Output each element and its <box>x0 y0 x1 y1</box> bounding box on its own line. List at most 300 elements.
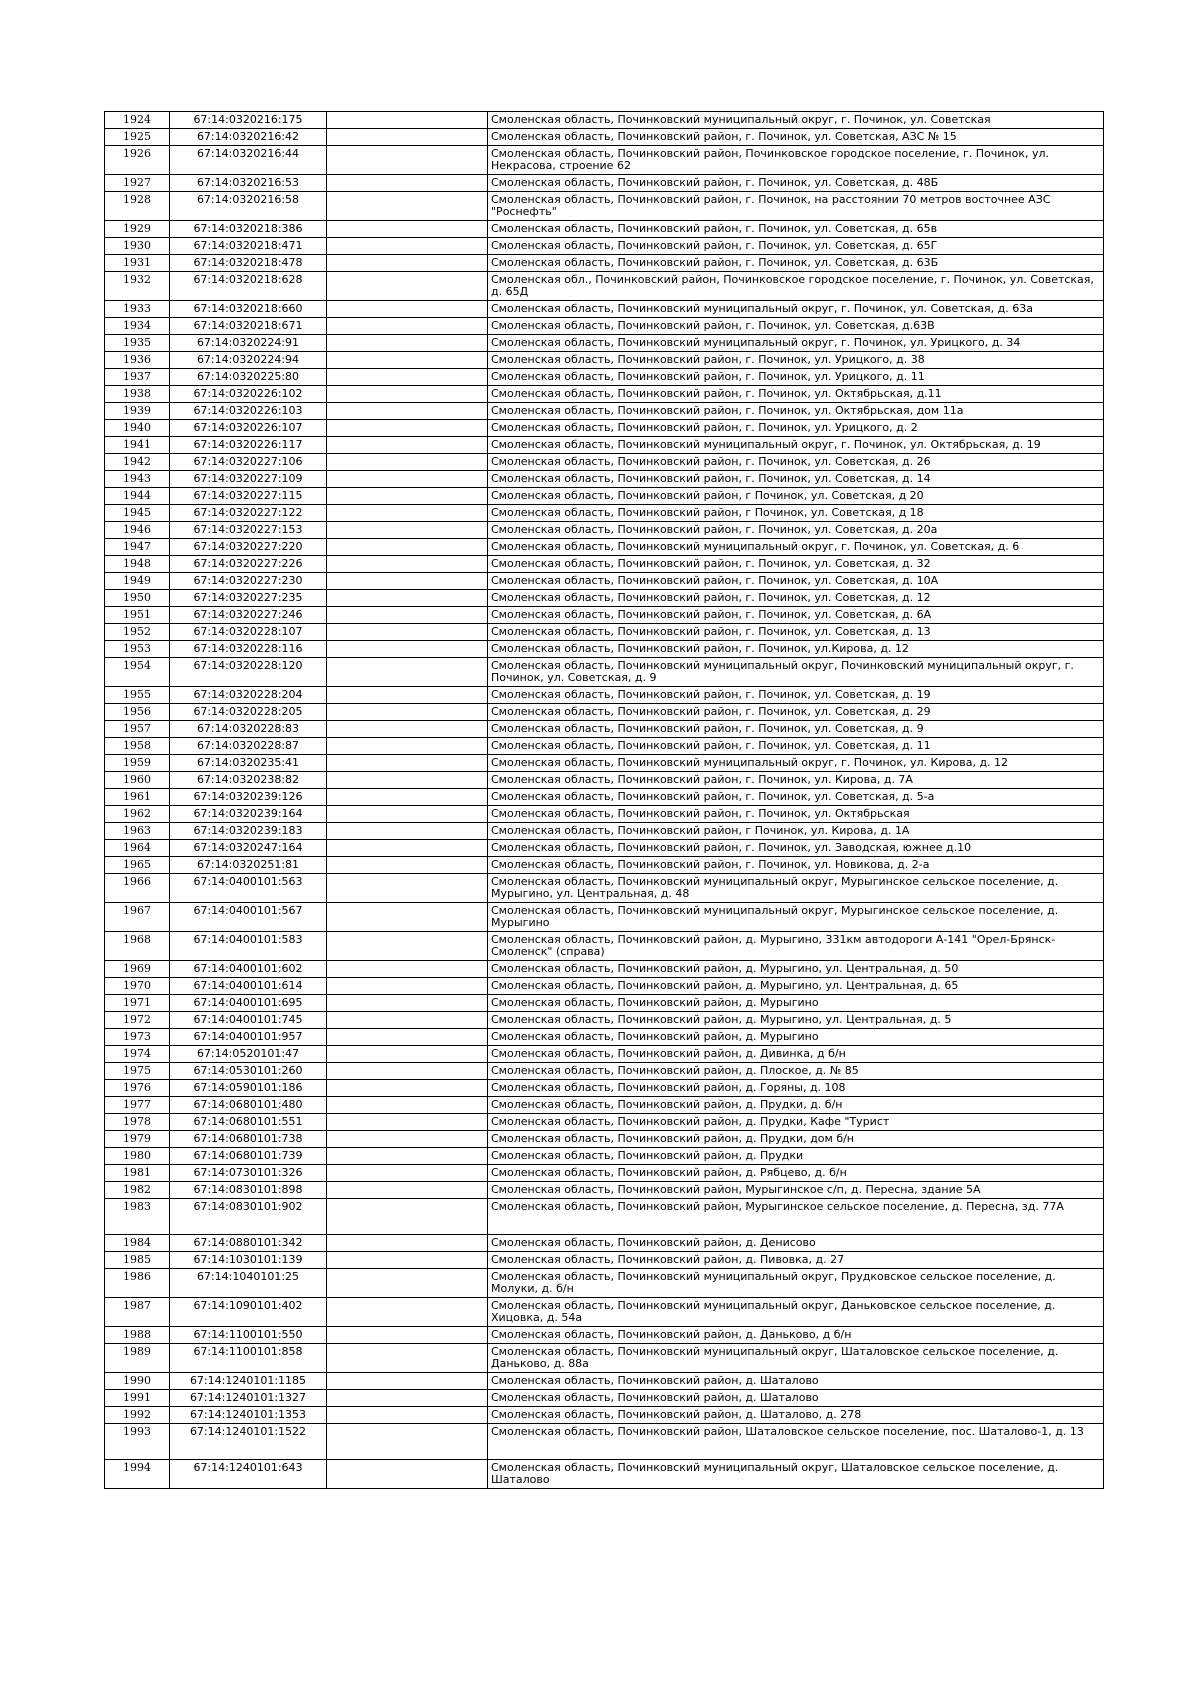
address-cell: Смоленская область, Починковский муниципальный округ, г. Починок, ул. Кирова, д. 12 <box>488 755 1104 772</box>
cadastral-number-cell: 67:14:1240101:1353 <box>170 1407 327 1424</box>
row-number-cell: 1938 <box>105 386 170 403</box>
empty-cell <box>327 573 488 590</box>
row-number-cell: 1967 <box>105 903 170 932</box>
table-row <box>105 1165 1104 1182</box>
table-row <box>105 369 1104 386</box>
table-row <box>105 1029 1104 1046</box>
cadastral-number-cell: 67:14:0400101:745 <box>170 1012 327 1029</box>
cadastral-number-cell: 67:14:0320218:671 <box>170 318 327 335</box>
empty-cell <box>327 995 488 1012</box>
empty-cell <box>327 1148 488 1165</box>
cadastral-number-cell: 67:14:0320227:226 <box>170 556 327 573</box>
row-number-cell: 1925 <box>105 129 170 146</box>
cadastral-number-cell: 67:14:0400101:614 <box>170 978 327 995</box>
empty-cell <box>327 335 488 352</box>
address-cell: Смоленская область, Починковский район, г. Починок, ул. Советская, д. 11 <box>488 738 1104 755</box>
table-row <box>105 352 1104 369</box>
row-number-cell: 1956 <box>105 704 170 721</box>
cadastral-number-cell: 67:14:0680101:739 <box>170 1148 327 1165</box>
empty-cell <box>327 874 488 903</box>
address-cell: Смоленская область, Починковский район, г. Починок, ул. Советская, д. 48Б <box>488 175 1104 192</box>
address-cell: Смоленская область, Починковский муниципальный округ, Прудковское сельское поселение, д. Молуки, д. б/н <box>488 1269 1104 1298</box>
empty-cell <box>327 255 488 272</box>
registry-table-body <box>105 112 1104 1489</box>
table-row <box>105 112 1104 129</box>
address-cell: Смоленская область, Починковский район, г. Починок, ул. Урицкого, д. 2 <box>488 420 1104 437</box>
table-row <box>105 556 1104 573</box>
table-row <box>105 1046 1104 1063</box>
row-number-cell: 1935 <box>105 335 170 352</box>
table-row <box>105 755 1104 772</box>
cadastral-number-cell: 67:14:0830101:902 <box>170 1199 327 1235</box>
table-row <box>105 995 1104 1012</box>
table-row <box>105 1199 1104 1235</box>
cadastral-number-cell: 67:14:0680101:738 <box>170 1131 327 1148</box>
table-row <box>105 903 1104 932</box>
table-row <box>105 874 1104 903</box>
table-row <box>105 590 1104 607</box>
empty-cell <box>327 857 488 874</box>
cadastral-number-cell: 67:14:0320226:107 <box>170 420 327 437</box>
table-row <box>105 318 1104 335</box>
cadastral-number-cell: 67:14:0320227:235 <box>170 590 327 607</box>
cadastral-number-cell: 67:14:0320216:53 <box>170 175 327 192</box>
address-cell: Смоленская область, Починковский район, д. Шаталово <box>488 1390 1104 1407</box>
row-number-cell: 1976 <box>105 1080 170 1097</box>
row-number-cell: 1947 <box>105 539 170 556</box>
row-number-cell: 1949 <box>105 573 170 590</box>
empty-cell <box>327 755 488 772</box>
address-cell: Смоленская область, Починковский район, г. Починок, ул. Новикова, д. 2-а <box>488 857 1104 874</box>
table-row <box>105 175 1104 192</box>
table-row <box>105 522 1104 539</box>
cadastral-number-cell: 67:14:0320227:106 <box>170 454 327 471</box>
address-cell: Смоленская область, Починковский район, Шаталовское сельское поселение, пос. Шаталово-1, д. 13 <box>488 1424 1104 1460</box>
address-cell: Смоленская область, Починковский район, г. Починок, ул. Советская, д. 14 <box>488 471 1104 488</box>
empty-cell <box>327 1114 488 1131</box>
table-row <box>105 255 1104 272</box>
cadastral-number-cell: 67:14:1030101:139 <box>170 1252 327 1269</box>
address-cell: Смоленская область, Починковский муниципальный округ, Даньковское сельское поселение, д. Хицовка, д. 54а <box>488 1298 1104 1327</box>
address-cell: Смоленская область, Починковский район, г. Починок, ул. Советская, д. 12 <box>488 590 1104 607</box>
address-cell: Смоленская область, Починковский район, д. Даньково, д б/н <box>488 1327 1104 1344</box>
cadastral-number-cell: 67:14:0320228:83 <box>170 721 327 738</box>
document-page <box>104 111 1103 1489</box>
empty-cell <box>327 272 488 301</box>
address-cell: Смоленская область, Починковский район, д. Мурыгино, ул. Центральная, д. 50 <box>488 961 1104 978</box>
empty-cell <box>327 1298 488 1327</box>
address-cell: Смоленская область, Починковский район, д. Мурыгино <box>488 1029 1104 1046</box>
address-cell: Смоленская область, Починковский муниципальный округ, г. Починок, ул. Советская, д. 6 <box>488 539 1104 556</box>
row-number-cell: 1961 <box>105 789 170 806</box>
empty-cell <box>327 789 488 806</box>
empty-cell <box>327 318 488 335</box>
empty-cell <box>327 1012 488 1029</box>
row-number-cell: 1981 <box>105 1165 170 1182</box>
table-row <box>105 1235 1104 1252</box>
address-cell: Смоленская область, Починковский район, г Починок, ул. Советская, д 18 <box>488 505 1104 522</box>
cadastral-number-cell: 67:14:0530101:260 <box>170 1063 327 1080</box>
table-row <box>105 1012 1104 1029</box>
empty-cell <box>327 721 488 738</box>
cadastral-number-cell: 67:14:0320218:628 <box>170 272 327 301</box>
empty-cell <box>327 488 488 505</box>
row-number-cell: 1964 <box>105 840 170 857</box>
empty-cell <box>327 823 488 840</box>
address-cell: Смоленская область, Починковский район, г. Починок, ул. Советская, д. 5-а <box>488 789 1104 806</box>
row-number-cell: 1931 <box>105 255 170 272</box>
cadastral-number-cell: 67:14:0320224:94 <box>170 352 327 369</box>
table-row <box>105 454 1104 471</box>
row-number-cell: 1980 <box>105 1148 170 1165</box>
empty-cell <box>327 932 488 961</box>
cadastral-number-cell: 67:14:0320227:153 <box>170 522 327 539</box>
row-number-cell: 1970 <box>105 978 170 995</box>
empty-cell <box>327 301 488 318</box>
table-row <box>105 1182 1104 1199</box>
cadastral-number-cell: 67:14:0590101:186 <box>170 1080 327 1097</box>
row-number-cell: 1972 <box>105 1012 170 1029</box>
table-row <box>105 1063 1104 1080</box>
address-cell: Смоленская область, Починковский муниципальный округ, Мурыгинское сельское поселение, д. Мурыгино, ул. Центральная, д. 48 <box>488 874 1104 903</box>
cadastral-number-cell: 67:14:0320247:164 <box>170 840 327 857</box>
row-number-cell: 1984 <box>105 1235 170 1252</box>
empty-cell <box>327 175 488 192</box>
table-row <box>105 978 1104 995</box>
empty-cell <box>327 1252 488 1269</box>
empty-cell <box>327 1131 488 1148</box>
cadastral-number-cell: 67:14:1240101:1522 <box>170 1424 327 1460</box>
empty-cell <box>327 1097 488 1114</box>
address-cell: Смоленская область, Починковский муниципальный округ, Шаталовское сельское поселение, д. Шаталово <box>488 1460 1104 1489</box>
row-number-cell: 1982 <box>105 1182 170 1199</box>
cadastral-number-cell: 67:14:0680101:480 <box>170 1097 327 1114</box>
row-number-cell: 1957 <box>105 721 170 738</box>
empty-cell <box>327 420 488 437</box>
table-row <box>105 687 1104 704</box>
table-row <box>105 471 1104 488</box>
address-cell: Смоленская область, Починковский район, г. Починок, ул. Кирова, д. 7А <box>488 772 1104 789</box>
table-row <box>105 1327 1104 1344</box>
address-cell: Смоленская область, Починковский муниципальный округ, Шаталовское сельское поселение, д. Даньково, д. 88а <box>488 1344 1104 1373</box>
empty-cell <box>327 1327 488 1344</box>
row-number-cell: 1990 <box>105 1373 170 1390</box>
address-cell: Смоленская область, Починковский район, г. Починок, ул. Октябрьская <box>488 806 1104 823</box>
address-cell: Смоленская область, Починковский район, д. Прудки, Кафе "Турист <box>488 1114 1104 1131</box>
row-number-cell: 1954 <box>105 658 170 687</box>
address-cell: Смоленская область, Починковский район, г. Починок, ул. Советская, д. 65Г <box>488 238 1104 255</box>
table-row <box>105 129 1104 146</box>
cadastral-number-cell: 67:14:0320227:109 <box>170 471 327 488</box>
cadastral-number-cell: 67:14:0320228:205 <box>170 704 327 721</box>
row-number-cell: 1994 <box>105 1460 170 1489</box>
empty-cell <box>327 772 488 789</box>
row-number-cell: 1977 <box>105 1097 170 1114</box>
table-row <box>105 840 1104 857</box>
address-cell: Смоленская область, Починковский район, д. Шаталово <box>488 1373 1104 1390</box>
empty-cell <box>327 1046 488 1063</box>
cadastral-number-cell: 67:14:0400101:583 <box>170 932 327 961</box>
address-cell: Смоленская область, Починковский муниципальный округ, г. Починок, ул. Советская, д. 63а <box>488 301 1104 318</box>
row-number-cell: 1930 <box>105 238 170 255</box>
table-row <box>105 1344 1104 1373</box>
address-cell: Смоленская область, Починковский район, г. Починок, ул. Советская, д. 20а <box>488 522 1104 539</box>
cadastral-number-cell: 67:14:0320227:122 <box>170 505 327 522</box>
address-cell: Смоленская область, Починковский район, г. Починок, на расстоянии 70 метров восточнее АЗС "Роснефть" <box>488 192 1104 221</box>
row-number-cell: 1992 <box>105 1407 170 1424</box>
address-cell: Смоленская область, Починковский район, г. Починок, ул. Советская, д. 63Б <box>488 255 1104 272</box>
row-number-cell: 1933 <box>105 301 170 318</box>
address-cell: Смоленская область, Починковский район, г. Починок, ул. Октябрьская, дом 11а <box>488 403 1104 420</box>
cadastral-number-cell: 67:14:0400101:563 <box>170 874 327 903</box>
table-row <box>105 1148 1104 1165</box>
empty-cell <box>327 505 488 522</box>
empty-cell <box>327 658 488 687</box>
row-number-cell: 1926 <box>105 146 170 175</box>
row-number-cell: 1987 <box>105 1298 170 1327</box>
cadastral-number-cell: 67:14:0320216:58 <box>170 192 327 221</box>
table-row <box>105 806 1104 823</box>
table-row <box>105 386 1104 403</box>
row-number-cell: 1941 <box>105 437 170 454</box>
row-number-cell: 1973 <box>105 1029 170 1046</box>
row-number-cell: 1944 <box>105 488 170 505</box>
empty-cell <box>327 1407 488 1424</box>
cadastral-number-cell: 67:14:1040101:25 <box>170 1269 327 1298</box>
empty-cell <box>327 1235 488 1252</box>
table-row <box>105 437 1104 454</box>
cadastral-number-cell: 67:14:1090101:402 <box>170 1298 327 1327</box>
empty-cell <box>327 1063 488 1080</box>
empty-cell <box>327 403 488 420</box>
row-number-cell: 1929 <box>105 221 170 238</box>
row-number-cell: 1950 <box>105 590 170 607</box>
cadastral-number-cell: 67:14:0320228:107 <box>170 624 327 641</box>
row-number-cell: 1962 <box>105 806 170 823</box>
address-cell: Смоленская область, Починковский муниципальный округ, Починковский муниципальный округ, г. Починок, ул. Советская, д. 9 <box>488 658 1104 687</box>
table-row <box>105 823 1104 840</box>
cadastral-number-cell: 67:14:0320218:386 <box>170 221 327 238</box>
row-number-cell: 1978 <box>105 1114 170 1131</box>
table-row <box>105 403 1104 420</box>
row-number-cell: 1985 <box>105 1252 170 1269</box>
row-number-cell: 1958 <box>105 738 170 755</box>
table-row <box>105 1298 1104 1327</box>
address-cell: Смоленская область, Починковский район, д. Пивовка, д. 27 <box>488 1252 1104 1269</box>
registry-table <box>104 111 1104 1489</box>
row-number-cell: 1968 <box>105 932 170 961</box>
cadastral-number-cell: 67:14:0400101:602 <box>170 961 327 978</box>
empty-cell <box>327 1424 488 1460</box>
empty-cell <box>327 624 488 641</box>
empty-cell <box>327 539 488 556</box>
address-cell: Смоленская область, Починковский муниципальный округ, г. Починок, ул. Советская <box>488 112 1104 129</box>
table-row <box>105 1407 1104 1424</box>
empty-cell <box>327 1165 488 1182</box>
table-row <box>105 857 1104 874</box>
cadastral-number-cell: 67:14:0320239:164 <box>170 806 327 823</box>
row-number-cell: 1946 <box>105 522 170 539</box>
table-row <box>105 573 1104 590</box>
row-number-cell: 1989 <box>105 1344 170 1373</box>
row-number-cell: 1971 <box>105 995 170 1012</box>
table-row <box>105 1390 1104 1407</box>
table-row <box>105 539 1104 556</box>
row-number-cell: 1963 <box>105 823 170 840</box>
cadastral-number-cell: 67:14:0830101:898 <box>170 1182 327 1199</box>
cadastral-number-cell: 67:14:1100101:858 <box>170 1344 327 1373</box>
cadastral-number-cell: 67:14:0320239:183 <box>170 823 327 840</box>
row-number-cell: 1927 <box>105 175 170 192</box>
address-cell: Смоленская область, Починковский муниципальный округ, г. Починок, ул. Октябрьская, д. 19 <box>488 437 1104 454</box>
cadastral-number-cell: 67:14:1240101:1327 <box>170 1390 327 1407</box>
address-cell: Смоленская область, Починковский район, д. Плоское, д. № 85 <box>488 1063 1104 1080</box>
address-cell: Смоленская область, Починковский муниципальный округ, Мурыгинское сельское поселение, д. Мурыгино <box>488 903 1104 932</box>
table-row <box>105 420 1104 437</box>
address-cell: Смоленская область, Починковский район, д. Прудки, дом б/н <box>488 1131 1104 1148</box>
cadastral-number-cell: 67:14:0320227:220 <box>170 539 327 556</box>
table-row <box>105 272 1104 301</box>
address-cell: Смоленская область, Починковский район, д. Дивинка, д б/н <box>488 1046 1104 1063</box>
row-number-cell: 1937 <box>105 369 170 386</box>
cadastral-number-cell: 67:14:0320239:126 <box>170 789 327 806</box>
row-number-cell: 1974 <box>105 1046 170 1063</box>
empty-cell <box>327 590 488 607</box>
empty-cell <box>327 369 488 386</box>
empty-cell <box>327 192 488 221</box>
address-cell: Смоленская область, Починковский район, г. Починок, ул. Советская, д.63В <box>488 318 1104 335</box>
cadastral-number-cell: 67:14:0320227:115 <box>170 488 327 505</box>
empty-cell <box>327 903 488 932</box>
empty-cell <box>327 1029 488 1046</box>
table-row <box>105 932 1104 961</box>
row-number-cell: 1959 <box>105 755 170 772</box>
address-cell: Смоленская область, Починковский район, г. Починок, ул. Советская, д. 9 <box>488 721 1104 738</box>
empty-cell <box>327 352 488 369</box>
table-row <box>105 1460 1104 1489</box>
cadastral-number-cell: 67:14:0400101:695 <box>170 995 327 1012</box>
table-row <box>105 704 1104 721</box>
address-cell: Смоленская область, Починковский район, г. Починок, ул. Советская, д. 6А <box>488 607 1104 624</box>
empty-cell <box>327 806 488 823</box>
table-row <box>105 1252 1104 1269</box>
table-row <box>105 488 1104 505</box>
address-cell: Смоленская область, Починковский район, г. Починок, ул. Октябрьская, д.11 <box>488 386 1104 403</box>
empty-cell <box>327 1080 488 1097</box>
address-cell: Смоленская область, Починковский район, г Починок, ул. Советская, д 20 <box>488 488 1104 505</box>
table-row <box>105 1080 1104 1097</box>
cadastral-number-cell: 67:14:0320216:44 <box>170 146 327 175</box>
row-number-cell: 1942 <box>105 454 170 471</box>
cadastral-number-cell: 67:14:1100101:550 <box>170 1327 327 1344</box>
address-cell: Смоленская область, Починковский район, д. Денисово <box>488 1235 1104 1252</box>
row-number-cell: 1948 <box>105 556 170 573</box>
empty-cell <box>327 607 488 624</box>
cadastral-number-cell: 67:14:1240101:1185 <box>170 1373 327 1390</box>
address-cell: Смоленская область, Починковский район, г. Починок, ул. Советская, д. 19 <box>488 687 1104 704</box>
empty-cell <box>327 1373 488 1390</box>
table-row <box>105 721 1104 738</box>
address-cell: Смоленская область, Починковский район, г. Починок, ул.Кирова, д. 12 <box>488 641 1104 658</box>
address-cell: Смоленская область, Починковский район, г. Починок, ул. Советская, АЗС № 15 <box>488 129 1104 146</box>
address-cell: Смоленская область, Починковский район, г. Починок, ул. Урицкого, д. 38 <box>488 352 1104 369</box>
table-row <box>105 192 1104 221</box>
table-row <box>105 238 1104 255</box>
cadastral-number-cell: 67:14:0680101:551 <box>170 1114 327 1131</box>
address-cell: Смоленская область, Починковский район, г. Починок, ул. Урицкого, д. 11 <box>488 369 1104 386</box>
address-cell: Смоленская область, Починковский район, д. Мурыгино, 331км автодороги А-141 "Орел-Брянск-Смоленск" (справа) <box>488 932 1104 961</box>
table-row <box>105 658 1104 687</box>
address-cell: Смоленская область, Починковский район, г. Починок, ул. Советская, д. 32 <box>488 556 1104 573</box>
table-row <box>105 505 1104 522</box>
empty-cell <box>327 556 488 573</box>
cadastral-number-cell: 67:14:0320224:91 <box>170 335 327 352</box>
row-number-cell: 1969 <box>105 961 170 978</box>
empty-cell <box>327 437 488 454</box>
address-cell: Смоленская область, Починковский район, г. Починок, ул. Заводская, южнее д.10 <box>488 840 1104 857</box>
address-cell: Смоленская область, Починковский район, д. Прудки, д. б/н <box>488 1097 1104 1114</box>
cadastral-number-cell: 67:14:0400101:567 <box>170 903 327 932</box>
empty-cell <box>327 687 488 704</box>
cadastral-number-cell: 67:14:0320218:660 <box>170 301 327 318</box>
cadastral-number-cell: 67:14:0400101:957 <box>170 1029 327 1046</box>
table-row <box>105 1114 1104 1131</box>
empty-cell <box>327 471 488 488</box>
cadastral-number-cell: 67:14:0320228:120 <box>170 658 327 687</box>
empty-cell <box>327 1269 488 1298</box>
row-number-cell: 1932 <box>105 272 170 301</box>
address-cell: Смоленская область, Починковский район, г Починок, ул. Кирова, д. 1А <box>488 823 1104 840</box>
empty-cell <box>327 1390 488 1407</box>
address-cell: Смоленская область, Починковский район, г. Починок, ул. Советская, д. 65в <box>488 221 1104 238</box>
row-number-cell: 1924 <box>105 112 170 129</box>
address-cell: Смоленская область, Починковский район, Починковское городское поселение, г. Починок, ул. Некрасова, строение 62 <box>488 146 1104 175</box>
cadastral-number-cell: 67:14:0320216:42 <box>170 129 327 146</box>
row-number-cell: 1960 <box>105 772 170 789</box>
table-row <box>105 961 1104 978</box>
empty-cell <box>327 1344 488 1373</box>
row-number-cell: 1936 <box>105 352 170 369</box>
row-number-cell: 1934 <box>105 318 170 335</box>
table-row <box>105 789 1104 806</box>
empty-cell <box>327 221 488 238</box>
cadastral-number-cell: 67:14:0880101:342 <box>170 1235 327 1252</box>
table-row <box>105 607 1104 624</box>
address-cell: Смоленская область, Починковский район, д. Мурыгино, ул. Центральная, д. 5 <box>488 1012 1104 1029</box>
row-number-cell: 1943 <box>105 471 170 488</box>
row-number-cell: 1940 <box>105 420 170 437</box>
address-cell: Смоленская область, Починковский район, г. Починок, ул. Советская, д. 26 <box>488 454 1104 471</box>
cadastral-number-cell: 67:14:0320228:87 <box>170 738 327 755</box>
table-row <box>105 1424 1104 1460</box>
cadastral-number-cell: 67:14:0520101:47 <box>170 1046 327 1063</box>
address-cell: Смоленская область, Починковский район, д. Рябцево, д. б/н <box>488 1165 1104 1182</box>
address-cell: Смоленская область, Починковский район, г. Починок, ул. Советская, д. 29 <box>488 704 1104 721</box>
empty-cell <box>327 641 488 658</box>
row-number-cell: 1965 <box>105 857 170 874</box>
row-number-cell: 1979 <box>105 1131 170 1148</box>
address-cell: Смоленская область, Починковский район, г. Починок, ул. Советская, д. 13 <box>488 624 1104 641</box>
table-row <box>105 624 1104 641</box>
row-number-cell: 1953 <box>105 641 170 658</box>
table-row <box>105 1131 1104 1148</box>
cadastral-number-cell: 67:14:0730101:326 <box>170 1165 327 1182</box>
row-number-cell: 1952 <box>105 624 170 641</box>
cadastral-number-cell: 67:14:0320218:471 <box>170 238 327 255</box>
cadastral-number-cell: 67:14:0320226:103 <box>170 403 327 420</box>
cadastral-number-cell: 67:14:0320227:246 <box>170 607 327 624</box>
address-cell: Смоленская область, Починковский район, д. Шаталово, д. 278 <box>488 1407 1104 1424</box>
